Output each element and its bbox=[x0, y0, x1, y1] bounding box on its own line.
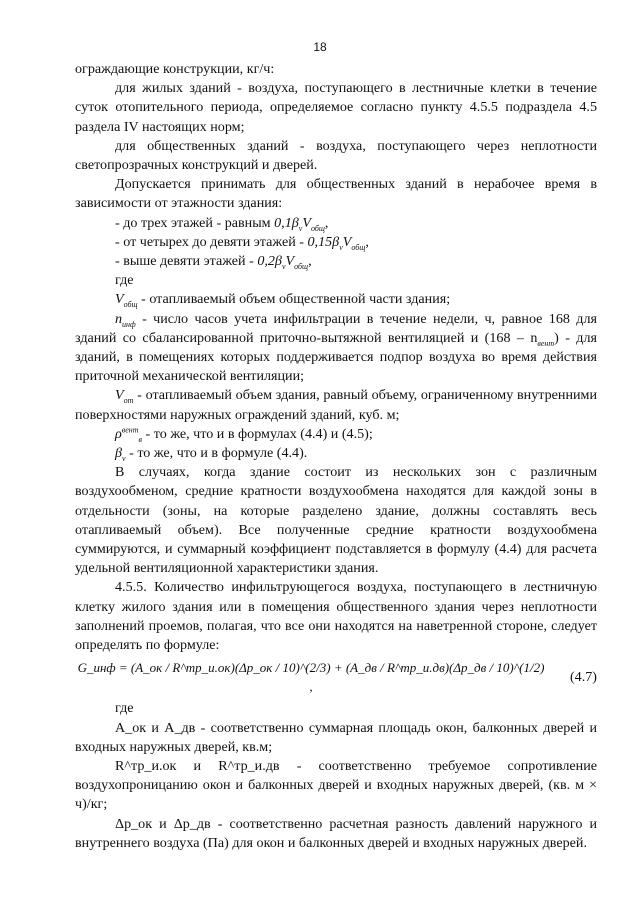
where-label: где bbox=[115, 700, 134, 717]
list-item: - до трех этажей - равным $0,1\beta_vV_{общ}$, bbox=[115, 214, 329, 233]
page-number: 18 bbox=[313, 40, 327, 54]
list-item: - выше девяти этажей - $0,2\beta_vV_{общ}$, bbox=[115, 253, 312, 271]
definition: Δp_ок и Δp_дв - соответственно расчетная разность давлений наружного и внутреннего воздуха (Па) для окон и балконных дверей и входных наружных дверей. bbox=[75, 815, 597, 851]
paragraph-zones: В случаях, когда здание состоит из нескольких зон с различным воздухообменом, средние кратности воздухообмена находятся для каждой зоны в отдельности (зоны, на которые разделено здание, должны составлять весь отапливаемый объем). Все полученные средние кратности воздухообмена суммируются, и суммарный коэффициент подставляется в формулу (4.4) для расчета удельной вентиляционной характеристики здания. bbox=[75, 464, 597, 577]
definition: $n_{инф}$ - число часов учета инфильтрации в течение недели, ч, равное 168 для зданий со сбалансированной приточно-вытяжной вентиляцией и $(168 - n_{вент})$ - для зданий, в помещениях которых поддерживается подпор воздуха во время действия приточной механической вентиляции; bbox=[75, 310, 597, 385]
paragraph-4-5-5: 4.5.5. Количество инфильтрующегося воздуха, поступающего в лестничную клетку жилого здания или в помещения общественного здания через неплотности заполнений проемов, полагая, что все они находятся на наветренной стороне, следует определять по формуле: bbox=[75, 579, 597, 654]
paragraph: для общественных зданий - воздуха, поступающего через неплотности светопрозрачных конструкций и дверей. bbox=[75, 137, 597, 174]
definition: $V_{общ}$ - отапливаемый объем общественной части здания; bbox=[115, 291, 451, 310]
document-body bbox=[75, 60, 597, 853]
definition: A_ок и A_дв - соответственно суммарная площадь окон, балконных дверей и входных наружных дверей, кв.м; bbox=[75, 719, 597, 755]
formula-expression: G_инф = (A_ок / R^тр_и.ок)(Δp_ок / 10)^(2/3) + (A_дв / R^тр_и.дв)(Δp_дв / 10)^(1/2) , bbox=[77, 660, 545, 695]
list-item: - от четырех до девяти этажей - $0,15\beta_vV_{общ}$, bbox=[115, 233, 369, 252]
definition: $V_{от}$ - отапливаемый объем здания, равный объему, ограниченному внутренними поверхностями наружных ограждений зданий, куб. м; bbox=[75, 387, 597, 423]
paragraph: Допускается принимать для общественных зданий в нерабочее время в зависимости от этажности здания: bbox=[75, 176, 597, 212]
where-label: где bbox=[115, 272, 134, 289]
definition: $\beta_v$ - то же, что и в формуле (4.4). bbox=[115, 445, 308, 463]
formula-4-7 bbox=[75, 659, 597, 695]
definition: $\rho^{вент}_в$ - то же, что и в формулах (4.4) и (4.5); bbox=[115, 425, 373, 444]
definition: R^тр_и.ок и R^тр_и.дв - соответственно требуемое сопротивление воздухопроницанию окон и балконных дверей и входных наружных дверей, (кв. м × ч)/кг; bbox=[75, 757, 597, 813]
formula-number: (4.7) bbox=[569, 668, 597, 685]
paragraph: для жилых зданий - воздуха, поступающего в лестничные клетки в течение суток отопительного периода, определяемое согласно пункту 4.5.5 подраздела 4.5 раздела IV настоящих норм; bbox=[75, 80, 597, 135]
text-line: ограждающие конструкции, кг/ч: bbox=[75, 61, 275, 77]
